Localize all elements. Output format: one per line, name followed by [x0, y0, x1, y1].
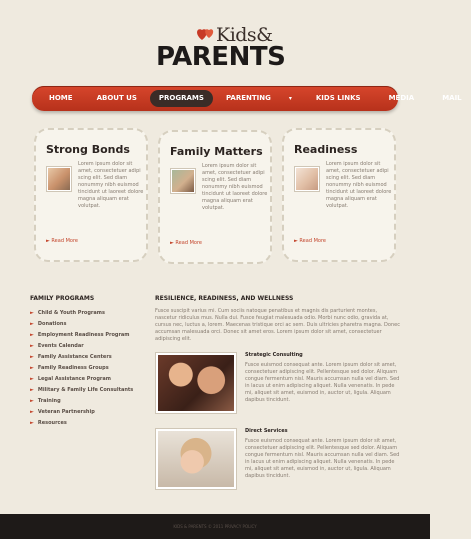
feature-box-readiness [282, 128, 396, 262]
main-title: RESILIENCE, READINESS, AND WELLNESS [155, 295, 294, 302]
nav-item-kids-links[interactable]: KIDS LINKS [315, 94, 361, 102]
sidebar-item-label: Family Readiness Groups [37, 365, 109, 371]
feature-text: Lorem ipsum dolor sit amet, consectetuer adipi scing elit. Sed diam nonummy nibh euismod tincidunt ut laoreet dolore magna aliquam erat volutpat. [202, 163, 268, 211]
nav-item-programs[interactable]: PROGRAMS [150, 90, 213, 107]
sidebar-item-family-readiness[interactable] [30, 363, 133, 374]
sidebar-item-label: Employment Readiness Program [37, 332, 130, 338]
arrow-right-icon: ► [30, 343, 34, 349]
nav-item-parenting-label: PARENTING [225, 94, 271, 102]
feature-title: Family Matters [170, 145, 263, 158]
feature-text: Lorem ipsum dolor sit amet, consectetuer adipi scing elit. Sed diam nonummy nibh euismod tincidunt ut laoreet dolore magna aliquam erat volutpat. [326, 161, 392, 209]
couple-photo [155, 352, 237, 414]
sidebar-item-events[interactable] [30, 341, 133, 352]
read-more-link[interactable]: ► Read More [46, 238, 78, 244]
sidebar-item-veteran[interactable] [30, 407, 133, 418]
sidebar-item-employment[interactable] [30, 330, 133, 341]
nav-item-about-us[interactable]: ABOUT US [96, 94, 137, 102]
feature-thumbnail [294, 166, 320, 192]
arrow-right-icon: ► [30, 332, 34, 338]
hearts-icon [196, 26, 216, 42]
sidebar-item-label: Resources [37, 420, 67, 426]
sidebar-item-label: Legal Assistance Program [37, 376, 111, 382]
feature-box-strong-bonds [34, 128, 148, 262]
section-text-strategic: Fusce euismod consequat ante. Lorem ipsum dolor sit amet, consectetuer adipiscing elit. Pellentesque sed dolor. Aliquam congue fermentum nisl. Mauris accumsan nulla vel diam. Sed in lacus ut enim adipiscing aliquet. Nulla venenatis. In pede mi, aliquet sit amet, euismod in, auctor ut, ligula. Aliquam dapibus tincidunt. [245, 362, 400, 403]
section-title-strategic: Strategic Consulting [245, 352, 303, 358]
main-navigation [32, 86, 462, 111]
nav-item-media[interactable]: MEDIA [388, 94, 415, 102]
arrow-right-icon: ► [30, 398, 34, 404]
sidebar-item-family-assistance[interactable] [30, 352, 133, 363]
main-intro: Fusce suscipit varius mi. Cum sociis natoque penatibus et magnis dis parturient montes, nascetur ridiculus mus. Nulla dui. Fusce feugiat malesuada odio. Morbi nunc odio, gravida at, cursus nec, luctus a, lorem. Maecenas tristique orci ac sem. Duis ultricies pharetra magna. Donec accumsan malesuada orci. Donec sit amet eros. Lorem ipsum dolor sit amet, consectetuer adipiscing elit. [155, 308, 400, 342]
sidebar-item-label: Donations [37, 321, 67, 327]
sidebar-item-label: Family Assistance Centers [37, 354, 112, 360]
logo-kids-text: Kids& [216, 24, 273, 46]
section-text-direct: Fusce euismod consequat ante. Lorem ipsum dolor sit amet, consectetuer adipiscing elit. Pellentesque sed dolor. Aliquam congue fermentum nisl. Mauris accumsan nulla vel diam. Sed in lacus ut enim adipiscing aliquet. Nulla venenatis. In pede mi, aliquet sit amet, euismod in, auctor ut, ligula. Aliquam dapibus tincidunt. [245, 438, 400, 479]
arrow-right-icon: ► [30, 376, 34, 382]
sidebar-item-label: Training [37, 398, 61, 404]
sidebar-item-label: Military & Family Life Consultants [37, 387, 134, 393]
sidebar-item-resources[interactable] [30, 418, 133, 429]
arrow-right-icon: ► [30, 321, 34, 327]
arrow-right-icon: ► [30, 310, 34, 316]
arrow-right-icon: ► [30, 387, 34, 393]
feature-box-family-matters [158, 130, 272, 264]
feature-title: Readiness [294, 143, 358, 156]
nav-item-mail[interactable]: MAIL [442, 94, 462, 102]
arrow-right-icon: ► [30, 409, 34, 415]
logo-parents-text: PARENTS [156, 42, 286, 72]
arrow-right-icon: ► [30, 354, 34, 360]
footer [0, 514, 430, 539]
nav-item-parenting[interactable] [217, 90, 301, 107]
sidebar-item-child-youth[interactable] [30, 308, 133, 319]
sidebar-item-label: Veteran Partnership [37, 409, 95, 415]
sidebar-item-label: Child & Youth Programs [37, 310, 105, 316]
sidebar-item-label: Events Calendar [37, 343, 84, 349]
arrow-right-icon: ► [30, 420, 34, 426]
read-more-link[interactable]: ► Read More [170, 240, 202, 246]
sidebar-title: FAMILY PROGRAMS [30, 295, 95, 302]
sidebar-item-training[interactable] [30, 396, 133, 407]
arrow-right-icon: ► [30, 365, 34, 371]
feature-text: Lorem ipsum dolor sit amet, consectetuer adipi scing elit. Sed diam nonummy nibh euismod tincidunt ut laoreet dolore magna aliquam erat volutpat. [78, 161, 144, 209]
feature-thumbnail [46, 166, 72, 192]
section-title-direct: Direct Services [245, 428, 288, 434]
sidebar-item-donations[interactable] [30, 319, 133, 330]
sidebar-item-consultants[interactable] [30, 385, 133, 396]
nav-item-home[interactable]: HOME [49, 94, 73, 102]
feature-title: Strong Bonds [46, 143, 130, 156]
read-more-link[interactable]: ► Read More [294, 238, 326, 244]
site-logo[interactable] [156, 24, 286, 74]
chevron-down-icon: ▾ [288, 95, 292, 102]
feature-thumbnail [170, 168, 196, 194]
sidebar-list [30, 308, 133, 429]
sidebar-item-legal[interactable] [30, 374, 133, 385]
child-photo [155, 428, 237, 490]
footer-text: KIDS & PARENTS © 2011 PRIVACY POLICY [173, 524, 257, 529]
